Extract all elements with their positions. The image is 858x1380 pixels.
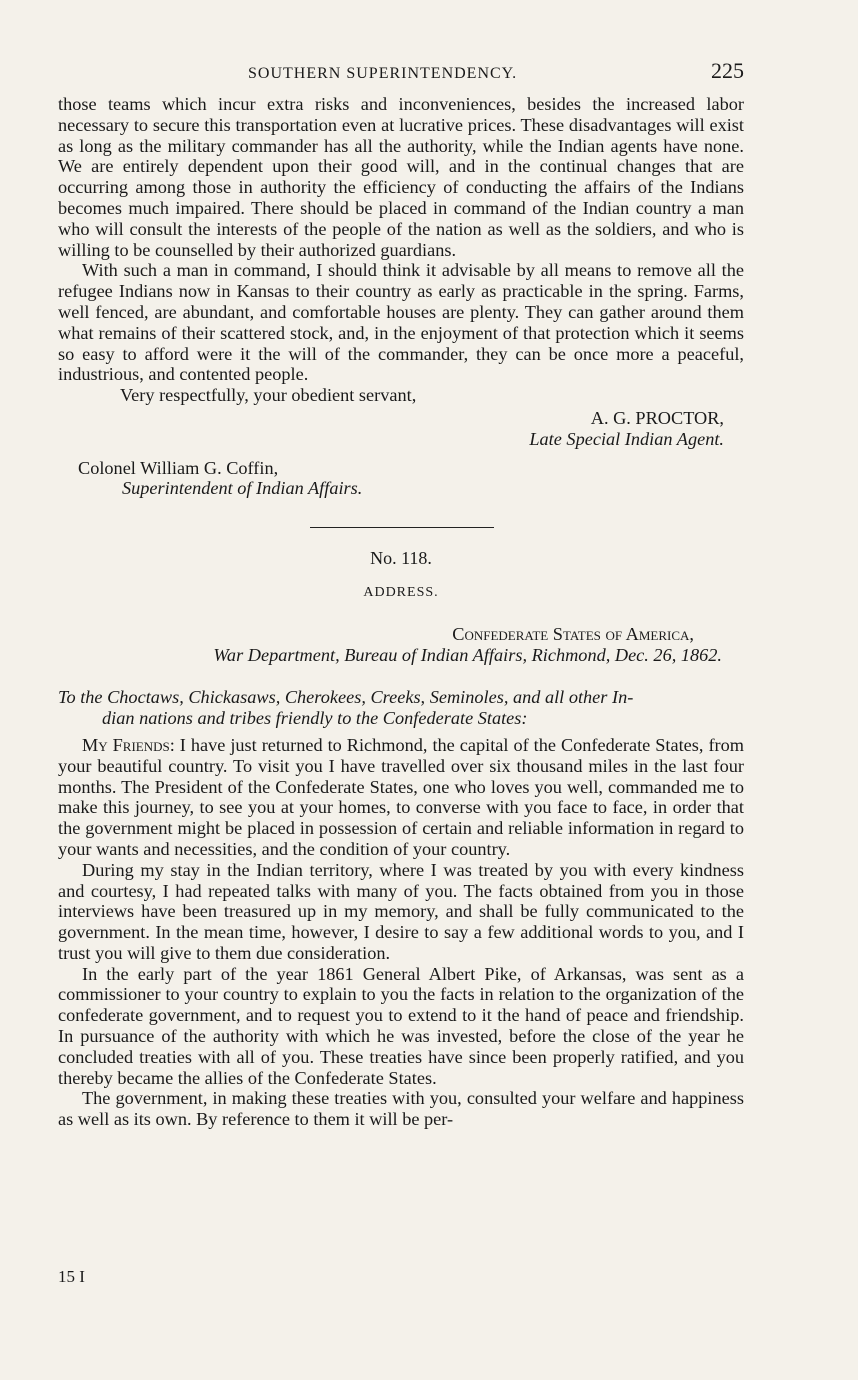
signature-name: A. G. PROCTOR, (590, 407, 724, 428)
page (58, 58, 744, 1130)
running-head: SOUTHERN SUPERINTENDENCY. (248, 65, 518, 82)
signature-title: Late Special Indian Agent. (529, 428, 724, 449)
addressee-name: Colonel William G. Coffin, (78, 457, 279, 478)
salutation-line-1: To the Choctaws, Chickasaws, Cherokees, Creeks, Seminoles, and all other In- (58, 687, 634, 708)
body-text (58, 94, 744, 1130)
greeting: My Friends: (82, 734, 175, 755)
address-paragraph-1 (58, 735, 744, 860)
salutation-line-2: dian nations and tribes friendly to the Confederate States: (102, 708, 528, 729)
dateline: War Department, Bureau of Indian Affairs, Richmond, Dec. 26, 1862. (213, 644, 722, 665)
salutation (58, 687, 744, 729)
addressee-title: Superintendent of Indian Affairs. (122, 478, 363, 499)
closing: Very respectfully, your obedient servant, (120, 385, 417, 406)
document-number: No. 118. (370, 548, 432, 569)
page-header (58, 58, 744, 90)
address-paragraph-2: During my stay in the Indian territory, where I was treated by you with every kindness and courtesy, I had repeated talks with many of you. The facts obtained from you in those interviews have been treasured up in my memory, and shall be fully communicated to the government. In the mean time, however, I desire to say a few additional words to you, and I trust you will give to them due consideration. (58, 859, 744, 963)
letter-paragraph-2: With such a man in command, I should think it advisable by all means to remove all the refugee Indians now in Kansas to their country as early as practicable in the spring. Farms, well fenced, are abundant, and comfortable houses are plenty. They can gather around them what remains of their scattered stock, and, in the enjoyment of that protection which it seems so easy to afford were it the will of the commander, they can be once more a peaceful, industrious, and contented people. (58, 260, 744, 385)
section-divider (310, 527, 494, 528)
address-paragraph-3: In the early part of the year 1861 General Albert Pike, of Arkansas, was sent as a commissioner to your country to explain to you the facts in relation to the organization of the confederate government, and to request you to extend to it the hand of peace and friendship. In pursuance of the authority with which he was invested, before the close of the year he concluded treaties with all of you. These treaties have since been properly ratified, and you thereby became the allies of the Confederate States. (58, 963, 744, 1088)
address-paragraph-4: The government, in making these treaties with you, consulted your welfare and happiness as well as its own. By reference to them it will be per- (58, 1088, 744, 1130)
page-number: 225 (711, 58, 744, 83)
address-paragraph-1-text: I have just returned to Richmond, the capital of the Confederate States, from your beautiful country. To visit you I have travelled over six thousand miles in the last four months. The President of the Confederate States, one who loves you well, commanded me to make this journey, to see you at your homes, to converse with you face to face, in order that the government might be placed in possession of certain and reliable information in regard to your wants and necessities, and the condition of your country. (58, 734, 744, 859)
printer-signature-mark: 15 I (58, 1267, 85, 1286)
letter-paragraph-1: those teams which incur extra risks and inconveniences, besides the increased labor necessary to secure this transportation even at lucrative prices. These disadvantages will exist as long as the military commander has all the authority, while the Indian agents have none. We are entirely dependent upon their good will, and in the continual changes that are occurring among those in authority the efficiency of conducting the affairs of the Indians becomes much impaired. There should be placed in command of the Indian country a man who will consult the interests of the people of the nation as well as the soldiers, and who is willing to be counselled by their authorized guardians. (58, 94, 744, 260)
dateline-place: Confederate States of America, (452, 623, 694, 644)
document-type: ADDRESS. (363, 584, 439, 600)
